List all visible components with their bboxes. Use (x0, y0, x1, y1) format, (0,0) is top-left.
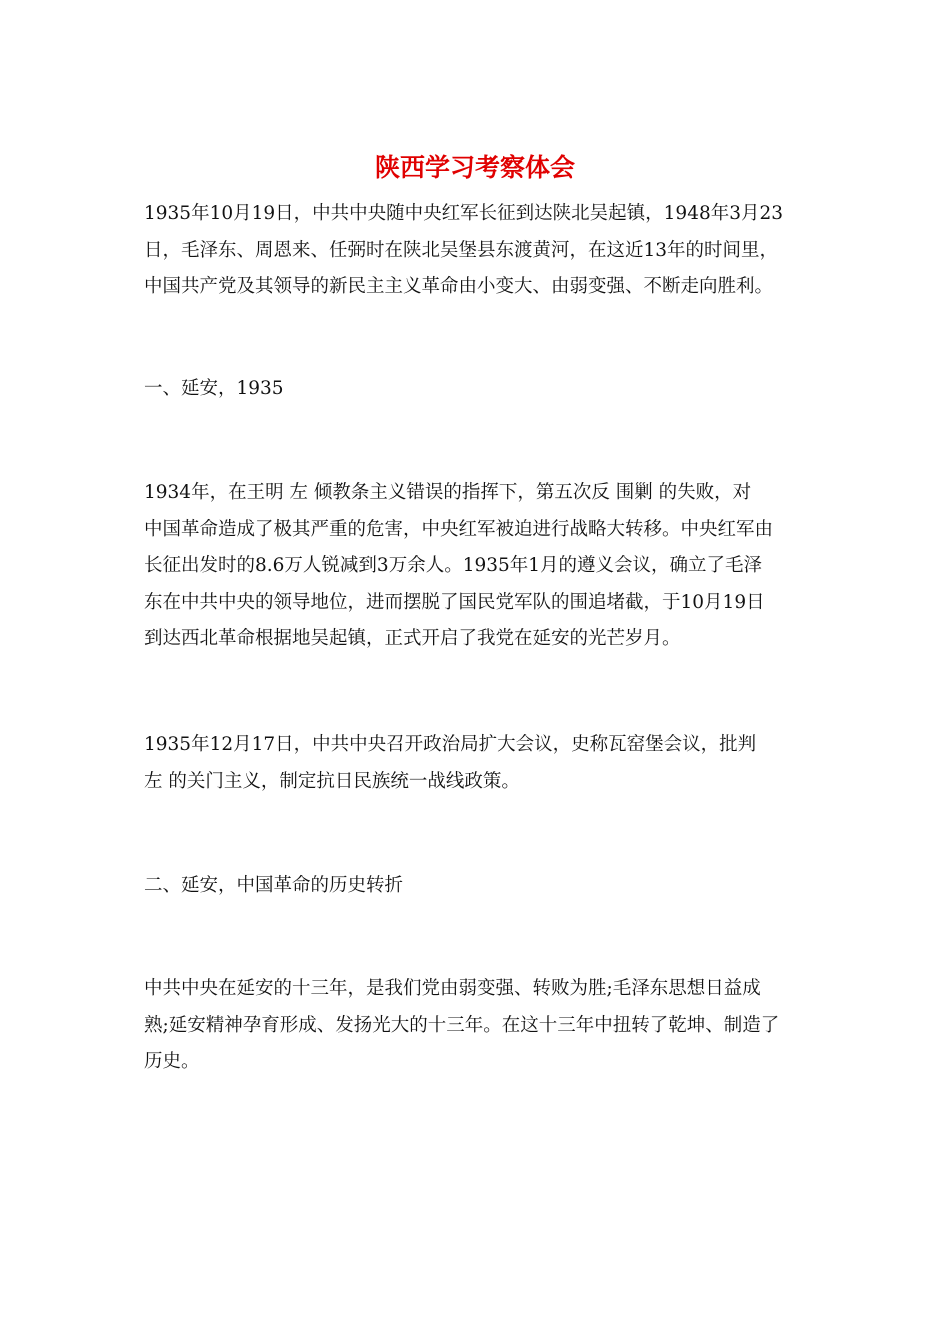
section-1-paragraph-2: 1935年12月17日，中共中央召开政治局扩大会议，史称瓦窑堡会议，批判 左 的关门主义，制定抗日民族统一战线政策。 (144, 734, 757, 792)
intro-paragraph: 1935年10月19日，中共中央随中央红军长征到达陕北吴起镇，1948年3月23 日，毛泽东、周恩来、任弼时在陕北吴堡县东渡黄河，在这近13年的时间里， 中国共产党及其领导的新民主主义革命由小变大、由弱变强、不断走向胜利。 (144, 203, 784, 297)
section-2-paragraph-1: 中共中央在延安的十三年，是我们党由弱变强、转败为胜;毛泽东思想日益成 熟;延安精神孕育形成、发扬光大的十三年。在这十三年中扭转了乾坤、制造了 历史。 (144, 978, 780, 1072)
section-1-paragraph-1: 1934年，在王明 左 倾教条主义错误的指挥下，第五次反 围剿 的失败，对 中国革命造成了极其严重的危害，中央红军被迫进行战略大转移。中央红军由 长征出发时的8.6万人锐减到3万余人。1935年1月的遵义会议，确立了毛泽 东在中共中央的领导地位，进而摆脱了国民党军队的围追堵截，于10月19日 到达西北革命根据地吴起镇，正式开启了我党在延安的光芒岁月。 (144, 482, 774, 649)
section-heading-2: 二、延安，中国革命的历史转折 (144, 875, 404, 896)
document-title: 陕西学习考察体会 (374, 153, 575, 182)
section-heading-1: 一、延安，1935 (144, 378, 284, 399)
